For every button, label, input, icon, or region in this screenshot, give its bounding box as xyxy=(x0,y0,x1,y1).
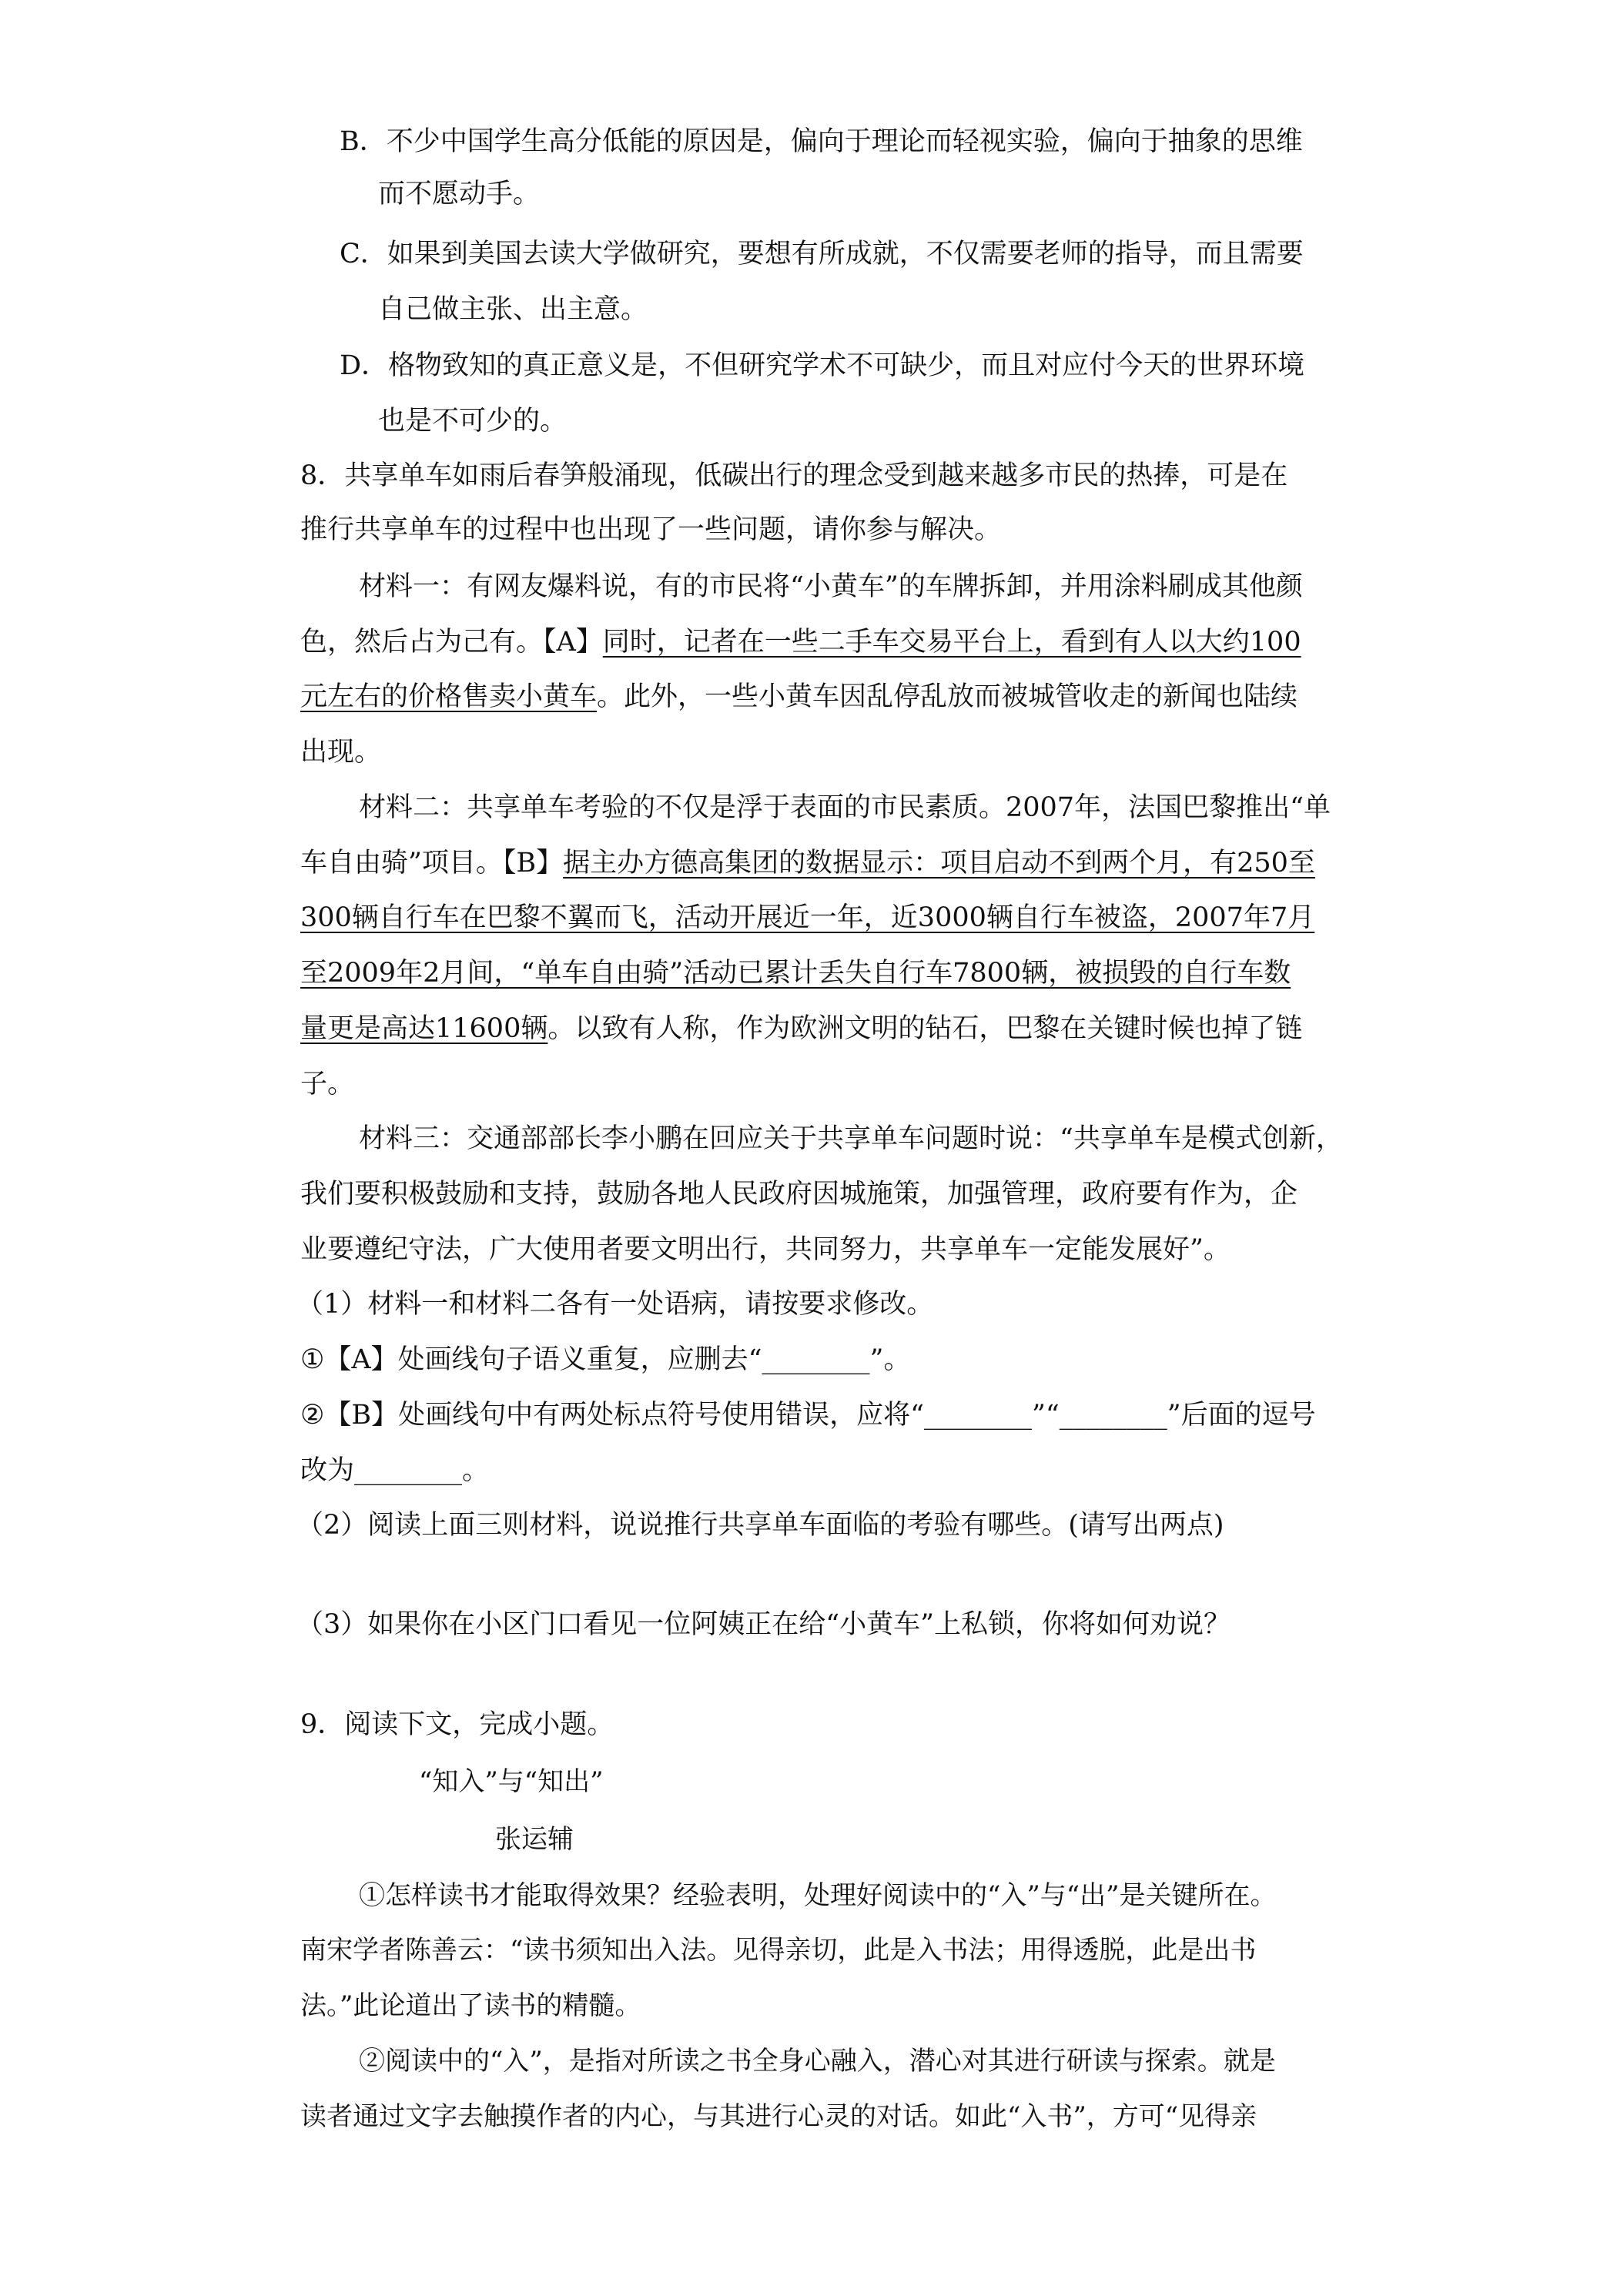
material2-line3 xyxy=(300,902,1314,933)
material1-line3 xyxy=(300,681,1298,712)
q7-option-b-line1: B．不少中国学生高分低能的原因是，偏向于理论而轻视实验，偏向于抽象的思维 xyxy=(340,126,1303,157)
material3-line2: 我们要积极鼓励和支持，鼓励各地人民政府因城施策，加强管理，政府要有作为，企 xyxy=(300,1179,1298,1210)
material2-line6: 子。 xyxy=(300,1069,355,1099)
material2-line1: 材料二：共享单车考验的不仅是浮于表面的市民素质。2007年，法国巴黎推出“单 xyxy=(359,792,1331,823)
sub-question-1-a: ①【A】处画线句子语义重复，应删去“________”。 xyxy=(300,1344,911,1375)
material2-line2-text: 车自由骑”项目。【B】 xyxy=(300,848,564,879)
material2-line2 xyxy=(300,848,1315,879)
article-author: 张运辅 xyxy=(495,1824,574,1855)
material1-line4: 出现。 xyxy=(300,737,382,768)
sub-question-1-b-line1: ②【B】处画线句中有两处标点符号使用错误，应将“________”“________”后面的逗号 xyxy=(300,1400,1316,1431)
material2-line4 xyxy=(300,958,1291,989)
paragraph1-line3: 法。”此论道出了读书的精髓。 xyxy=(300,1990,641,2021)
underlined-sentence-a-end: 元左右的价格售卖小黄车 xyxy=(300,681,598,712)
material1-line2 xyxy=(300,627,1301,658)
underlined-sentence-b: 据主办方德高集团的数据显示：项目启动不到两个月，有250至 xyxy=(563,848,1315,879)
paragraph2-line2: 读者通过文字去触摸作者的内心，与其进行心灵的对话。如此“入书”，方可“见得亲 xyxy=(300,2101,1257,2132)
paragraph1-line2: 南宋学者陈善云：“读书须知出入法。见得亲切，此是入书法；用得透脱，此是出书 xyxy=(300,1935,1257,1966)
material1-line2-text: 色，然后占为己有。【A】 xyxy=(300,627,603,658)
q7-option-c-line2: 自己做主张、出主意。 xyxy=(378,294,648,325)
paragraph2-line1: ②阅读中的“入”，是指对所读之书全身心融入，潜心对其进行研读与探索。就是 xyxy=(359,2046,1276,2077)
q9-stem: 9．阅读下文，完成小题。 xyxy=(300,1709,614,1740)
material1-line1: 材料一：有网友爆料说，有的市民将“小黄车”的车牌拆卸，并用涂料刷成其他颜 xyxy=(359,571,1303,602)
material2-line5 xyxy=(300,1013,1302,1044)
material3-line3: 业要遵纪守法，广大使用者要文明出行，共同努力，共享单车一定能发展好”。 xyxy=(300,1234,1231,1265)
q7-option-d-line2: 也是不可少的。 xyxy=(378,406,568,437)
q7-option-c-line1: C．如果到美国去读大学做研究，要想有所成就，不仅需要老师的指导，而且需要 xyxy=(340,239,1304,269)
q7-option-d-line1: D．格物致知的真正意义是，不但研究学术不可缺少，而且对应付今天的世界环境 xyxy=(340,350,1305,381)
q8-stem-line2: 推行共享单车的过程中也出现了一些问题，请你参与解决。 xyxy=(300,514,1002,545)
sub-question-1-b-line2: 改为________。 xyxy=(300,1455,490,1486)
underlined-sentence-a: 同时，记者在一些二手车交易平台上，看到有人以大约100 xyxy=(602,627,1301,658)
sub-question-3: （3）如果你在小区门口看见一位阿姨正在给“小黄车”上私锁，你将如何劝说？ xyxy=(296,1609,1231,1640)
paragraph1-line1: ①怎样读书才能取得效果？经验表明，处理好阅读中的“入”与“出”是关键所在。 xyxy=(359,1880,1277,1911)
q8-stem-line1: 8．共享单车如雨后春笋般涌现，低碳出行的理念受到越来越多市民的热捧，可是在 xyxy=(300,460,1288,491)
underlined-sentence-b-cont1: 300辆自行车在巴黎不翼而飞，活动开展近一年，近3000辆自行车被盗，2007年7月 xyxy=(300,902,1315,933)
q7-option-b-line2: 而不愿动手。 xyxy=(378,179,541,209)
sub-question-1: （1）材料一和材料二各有一处语病，请按要求修改。 xyxy=(296,1289,934,1320)
article-title: “知入”与“知出” xyxy=(419,1766,604,1797)
material1-line3-text: 。此外，一些小黄车因乱停乱放而被城管收走的新闻也陆续 xyxy=(597,681,1298,712)
underlined-sentence-b-cont2: 至2009年2月间，“单车自由骑”活动已累计丢失自行车7800辆，被损毁的自行车数 xyxy=(300,958,1291,989)
underlined-sentence-b-end: 量更是高达11600辆 xyxy=(300,1013,548,1044)
material2-line5-text: 。以致有人称，作为欧洲文明的钻石，巴黎在关键时候也掉了链 xyxy=(547,1013,1303,1044)
material3-line1: 材料三：交通部部长李小鹏在回应关于共享单车问题时说：“共享单车是模式创新， xyxy=(359,1123,1343,1154)
sub-question-2: （2）阅读上面三则材料，说说推行共享单车面临的考验有哪些。(请写出两点) xyxy=(296,1510,1224,1541)
